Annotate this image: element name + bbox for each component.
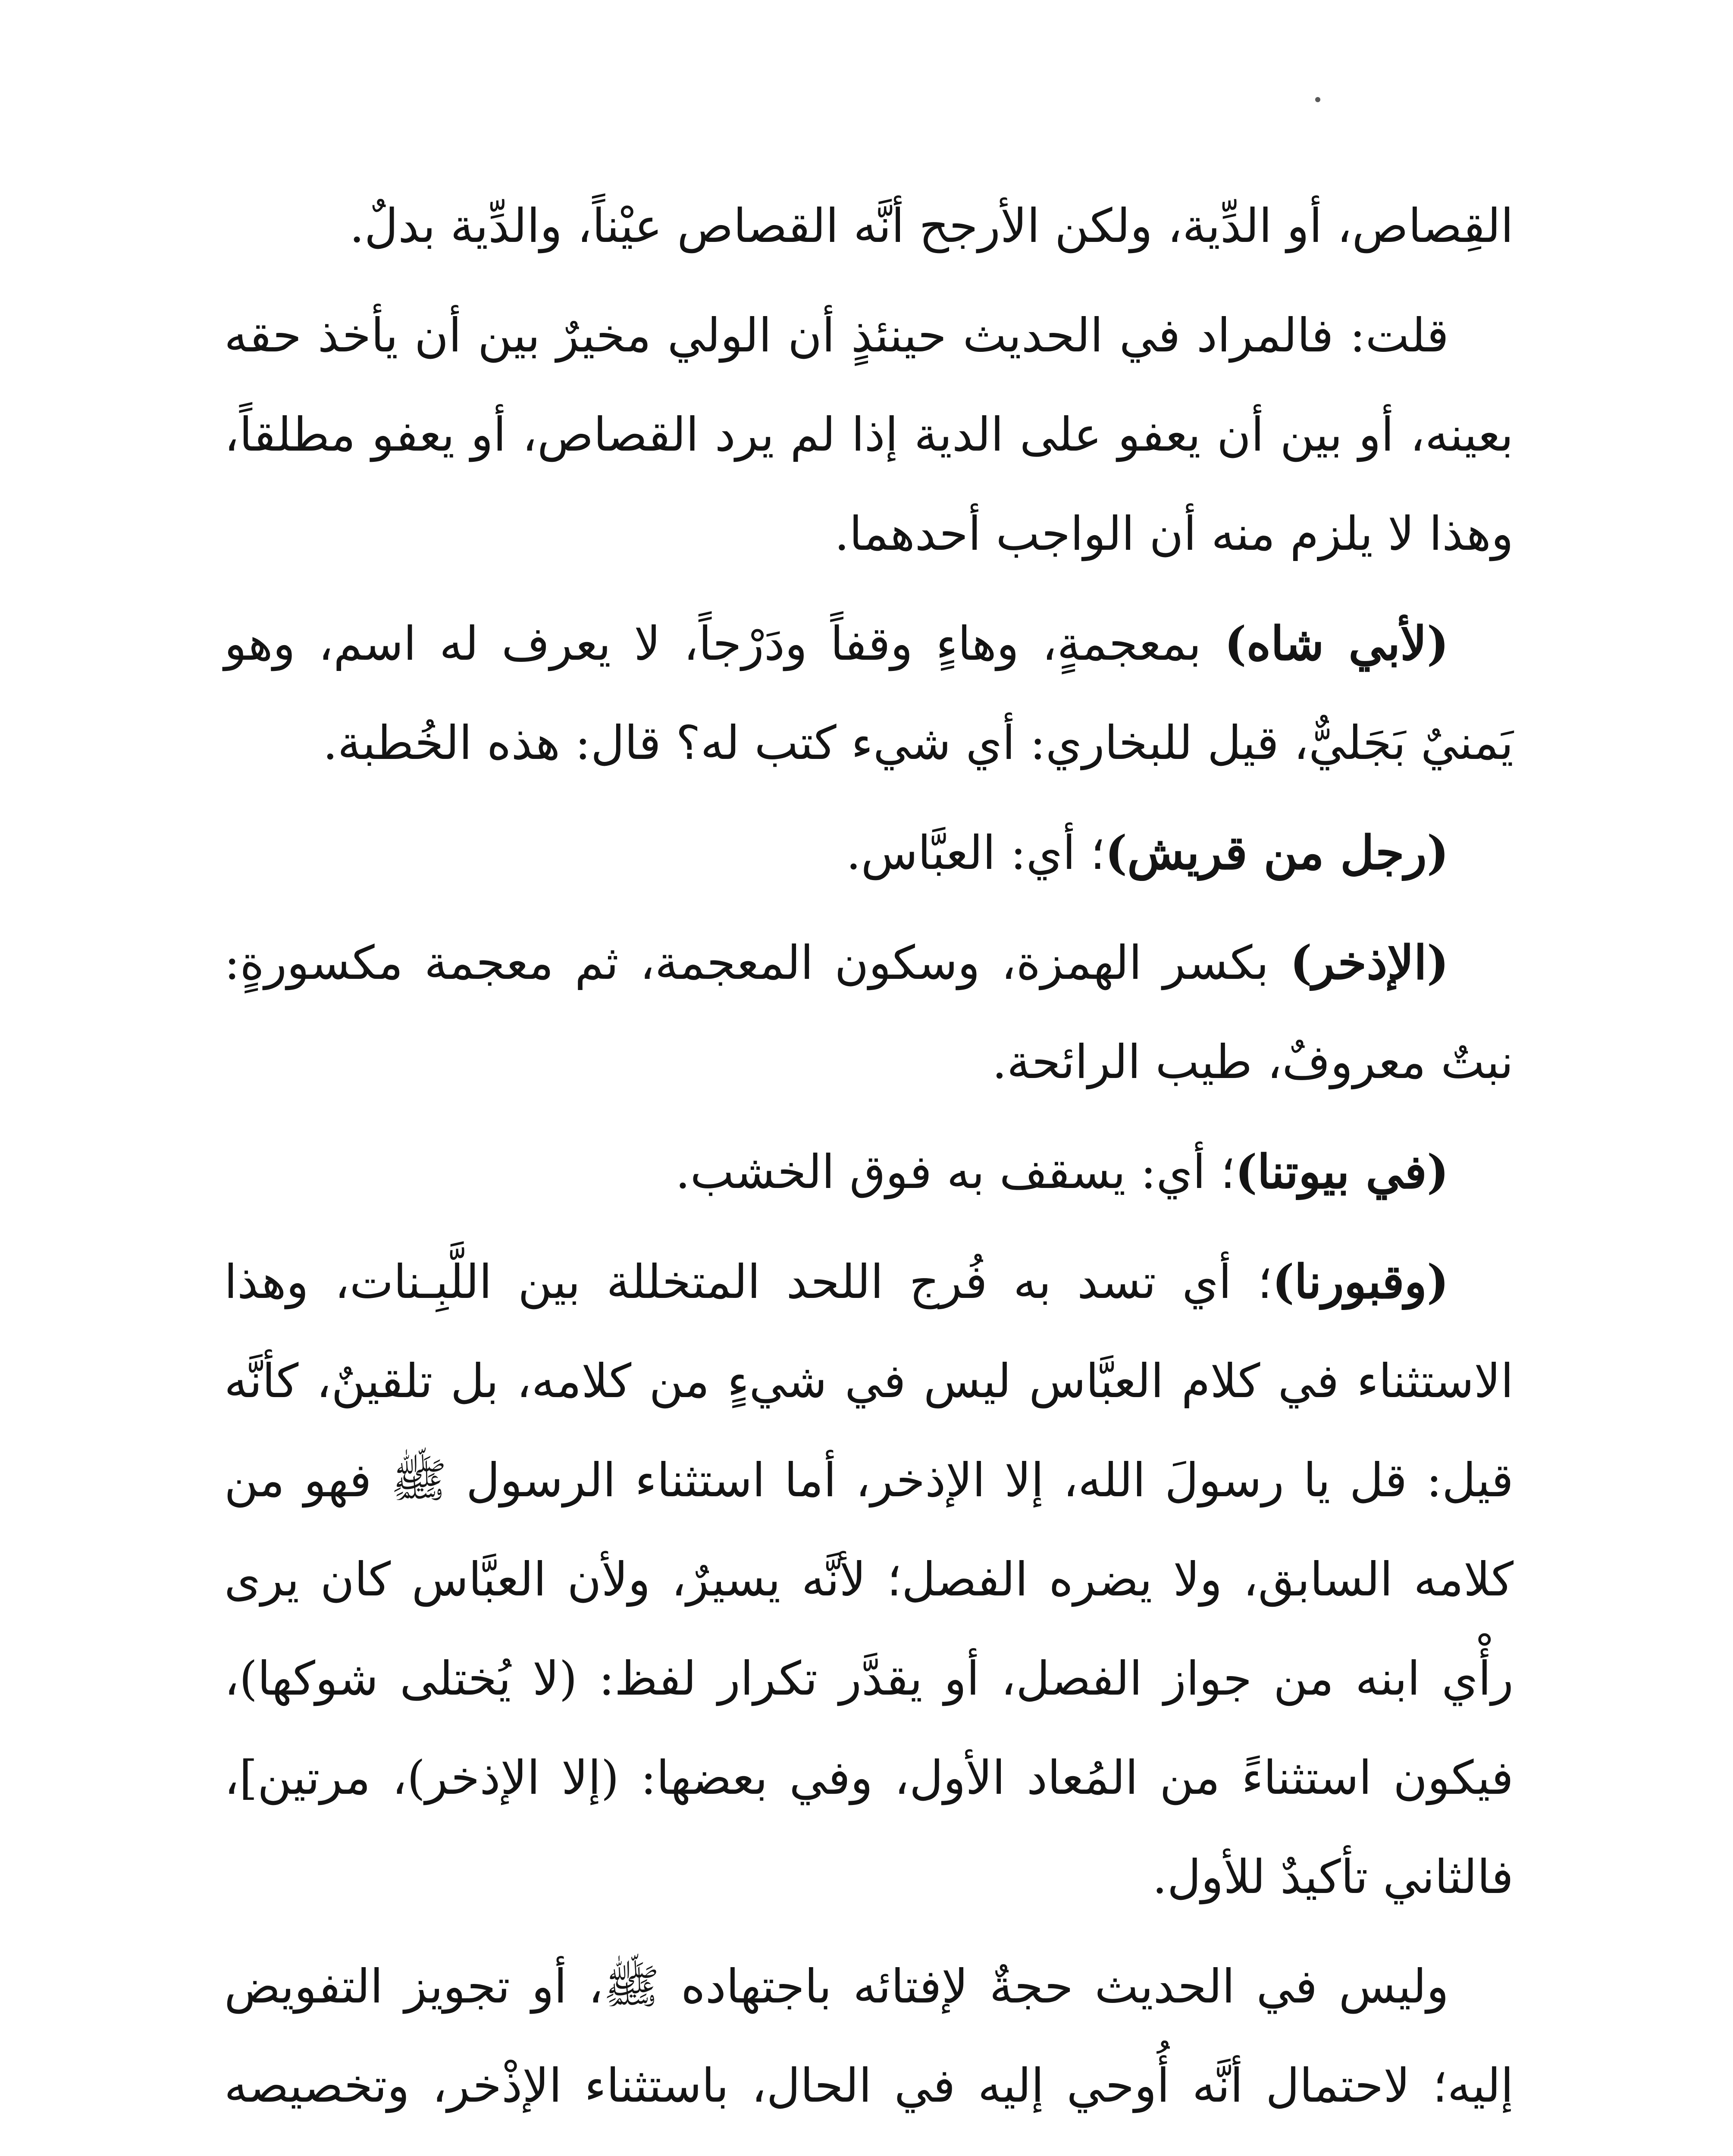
bold-term: (لأبي شاه) [1224, 617, 1449, 671]
paragraph [224, 803, 1514, 903]
paragraph [224, 1937, 1514, 2156]
paragraph-text: بمعجمةٍ، وهاءٍ وقفاً ودَرْجاً، لا يعرف له اسم، وهو يَمنيٌ بَجَليٌّ، قيل للبخاري: أي شيء كتب له؟ قال: هذه الخُطبة. [224, 617, 1514, 770]
scan-speck [1315, 97, 1320, 102]
paragraph-text: ؛ أي تسد به فُرج اللحد المتخللة بين اللَّبِـنات، وهذا الاستثناء في كلام العبَّاس ليس في شيءٍ من كلامه، بل تلقينٌ، كأنَّه قيل: قل يا رسولَ الله، إلا الإذخر، أما استثناء الرسول ﷺ فهو من كلامه السابق، ولا يضره الفصل؛ لأنَّه يسيرٌ، ولأن العبَّاس كان يرى رأْي ابنه من جواز الفصل، أو يقدَّر تكرار لفظ: (لا يُختلى شوكها)، فيكون استثناءً من المُعاد الأول، وفي بعضها: (إلا الإذخر)، مرتين]، فالثاني تأكيدٌ للأول. [224, 1255, 1514, 1904]
paragraph [224, 177, 1514, 276]
paragraph-text: ؛ أي: يسقف به فوق الخشب. [675, 1145, 1235, 1199]
paragraph [224, 913, 1514, 1112]
paragraph-text: قلت: فالمراد في الحديث حينئذٍ أن الولي مخيرٌ بين أن يأخذ حقه بعينه، أو بين أن يعفو على الدية إذا لم يرد القصاص، أو يعفو مطلقاً، وهذا لا يلزم منه أن الواجب أحدهما. [224, 309, 1514, 561]
paragraph-text: ؛ أي: العبَّاس. [846, 826, 1105, 880]
body-text [224, 177, 1514, 2156]
paragraph [224, 594, 1514, 793]
bold-term: (في بيوتنا) [1235, 1145, 1449, 1199]
paragraph-text: القِصاص، أو الدِّية، ولكن الأرجح أنَّه القصاص عيْناً، والدِّية بدلٌ. [349, 199, 1514, 253]
paragraph-text: بكسر الهمزة، وسكون المعجمة، ثم معجمة مكسورةٍ: نبتٌ معروفٌ، طيب الرائحة. [224, 936, 1514, 1089]
paragraph [224, 286, 1514, 584]
bold-term: (الإذخر) [1290, 936, 1449, 990]
bold-term: (وقبورنا) [1272, 1255, 1449, 1309]
bold-term: (رجل من قريش) [1105, 826, 1449, 880]
paragraph-text: وليس في الحديث حجةٌ لإفتائه باجتهاده ﷺ، أو تجويز التفويض إليه؛ لاحتمال أنَّه أُوحي إليه في الحال، باستثناء الإذْخر، وتخصيصه [224, 1960, 1514, 2113]
paragraph [224, 1122, 1514, 1222]
paragraph [224, 1232, 1514, 1927]
